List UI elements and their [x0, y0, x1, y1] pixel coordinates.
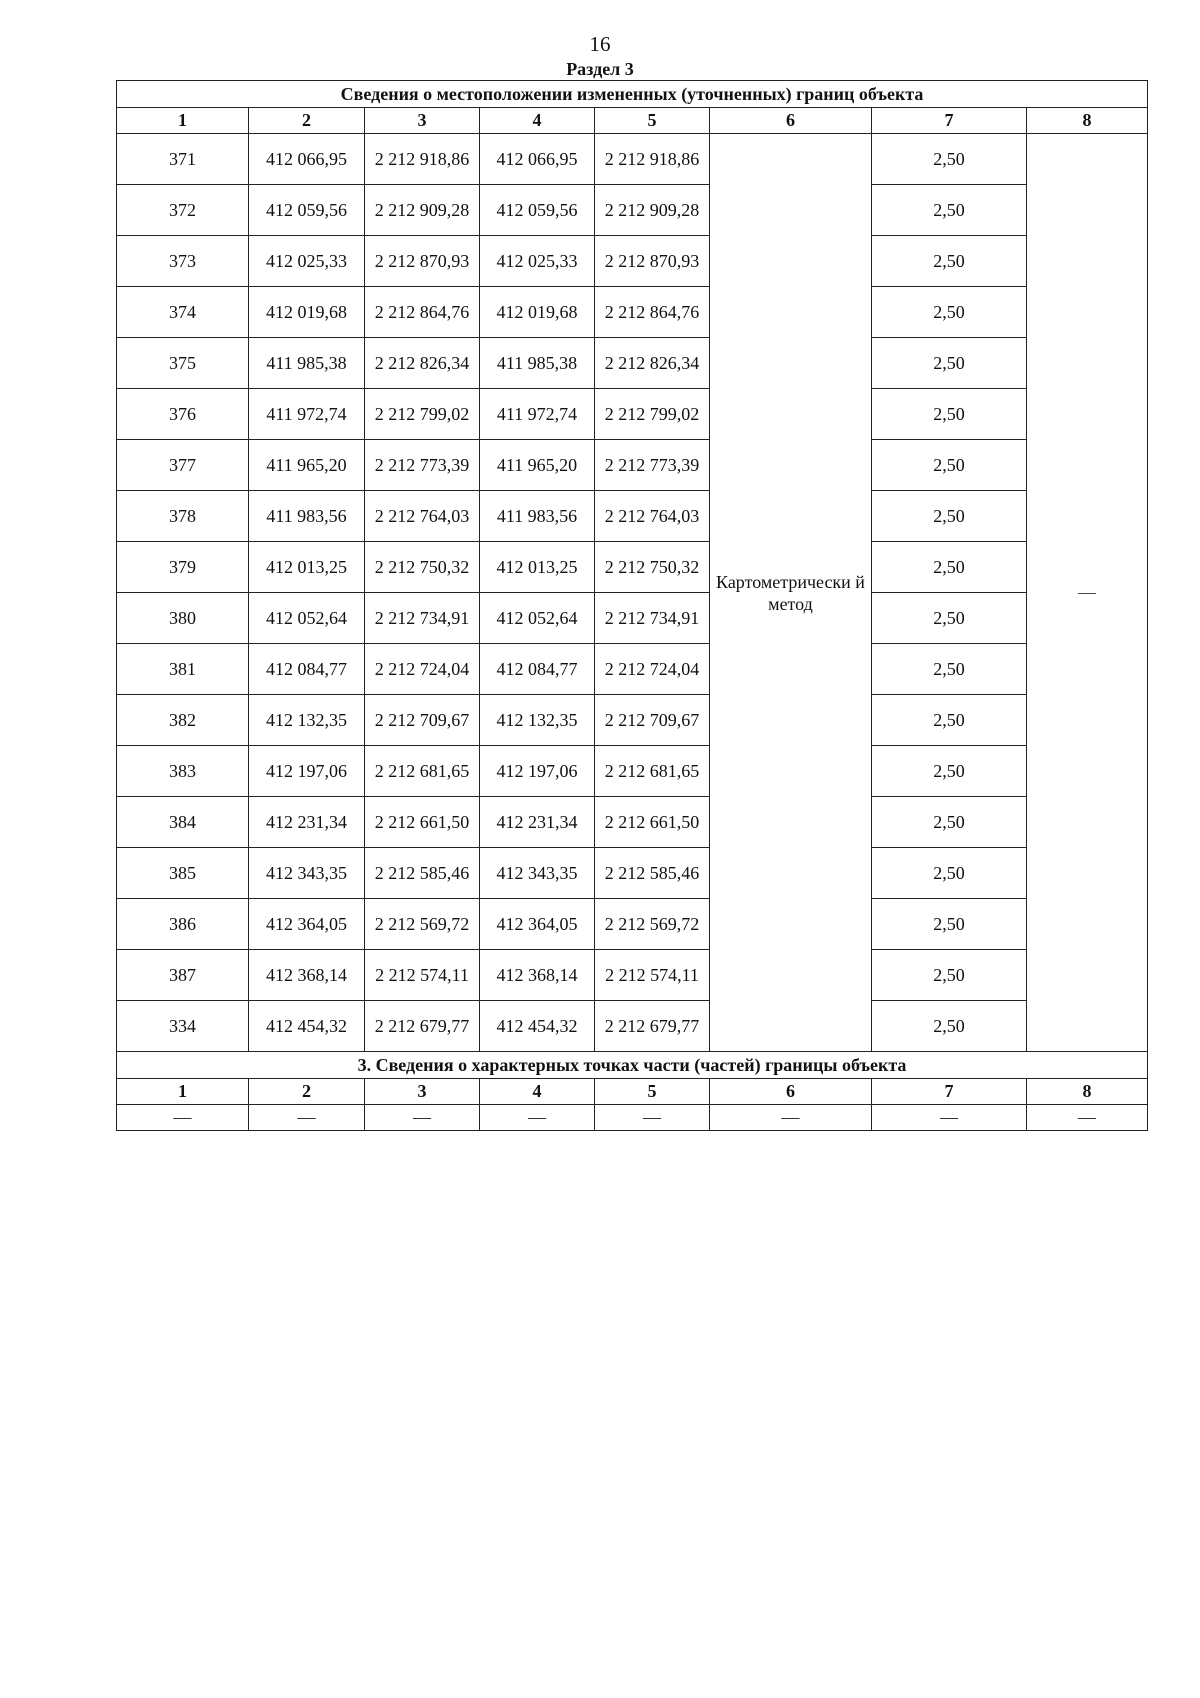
point-number-cell: 372: [117, 185, 249, 236]
accuracy-cell: 2,50: [872, 236, 1027, 287]
accuracy-cell: 2,50: [872, 491, 1027, 542]
y-new-cell: 2 212 724,04: [595, 644, 710, 695]
x-old-cell: 412 066,95: [249, 134, 365, 185]
y-new-cell: 2 212 569,72: [595, 899, 710, 950]
x-old-cell: 412 231,34: [249, 797, 365, 848]
table-row: [117, 848, 1148, 899]
point-number-cell: 381: [117, 644, 249, 695]
x-new-cell: 412 454,32: [480, 1001, 595, 1052]
empty-value-cell: —: [872, 1105, 1027, 1131]
y-old-cell: 2 212 681,65: [365, 746, 480, 797]
table2-column-number: 4: [480, 1079, 595, 1105]
point-number-cell: 375: [117, 338, 249, 389]
table-row: [117, 746, 1148, 797]
table2-column-number: 3: [365, 1079, 480, 1105]
table1-title-row: [117, 81, 1148, 108]
y-old-cell: 2 212 918,86: [365, 134, 480, 185]
accuracy-cell: 2,50: [872, 185, 1027, 236]
x-new-cell: 411 983,56: [480, 491, 595, 542]
x-new-cell: 412 059,56: [480, 185, 595, 236]
accuracy-cell: 2,50: [872, 593, 1027, 644]
table-row: [117, 542, 1148, 593]
y-new-cell: 2 212 870,93: [595, 236, 710, 287]
y-old-cell: 2 212 679,77: [365, 1001, 480, 1052]
note-cell: —: [1027, 134, 1148, 1052]
table1-column-number: 6: [710, 108, 872, 134]
x-new-cell: 412 132,35: [480, 695, 595, 746]
x-new-cell: 412 364,05: [480, 899, 595, 950]
accuracy-cell: 2,50: [872, 338, 1027, 389]
point-number-cell: 387: [117, 950, 249, 1001]
table2-title: 3. Сведения о характерных точках части (частей) границы объекта: [117, 1052, 1148, 1079]
x-new-cell: 412 013,25: [480, 542, 595, 593]
x-new-cell: 411 985,38: [480, 338, 595, 389]
y-old-cell: 2 212 909,28: [365, 185, 480, 236]
point-number-cell: 376: [117, 389, 249, 440]
table2-column-number: 5: [595, 1079, 710, 1105]
point-number-cell: 371: [117, 134, 249, 185]
y-new-cell: 2 212 681,65: [595, 746, 710, 797]
table2-title-row: [117, 1052, 1148, 1079]
x-new-cell: 412 084,77: [480, 644, 595, 695]
table1-column-number: 7: [872, 108, 1027, 134]
point-number-cell: 377: [117, 440, 249, 491]
point-number-cell: 374: [117, 287, 249, 338]
y-new-cell: 2 212 826,34: [595, 338, 710, 389]
accuracy-cell: 2,50: [872, 1001, 1027, 1052]
table-row: [117, 287, 1148, 338]
y-new-cell: 2 212 864,76: [595, 287, 710, 338]
y-new-cell: 2 212 909,28: [595, 185, 710, 236]
method-cell: Картометрически й метод: [710, 134, 872, 1052]
table-row: [117, 644, 1148, 695]
point-number-cell: 384: [117, 797, 249, 848]
empty-value-cell: —: [710, 1105, 872, 1131]
table1-column-number: 8: [1027, 108, 1148, 134]
point-number-cell: 379: [117, 542, 249, 593]
section-title: Раздел 3: [566, 59, 634, 79]
x-old-cell: 411 985,38: [249, 338, 365, 389]
x-old-cell: 412 132,35: [249, 695, 365, 746]
table-row: [117, 797, 1148, 848]
accuracy-cell: 2,50: [872, 134, 1027, 185]
accuracy-cell: 2,50: [872, 695, 1027, 746]
x-new-cell: 412 025,33: [480, 236, 595, 287]
empty-value-cell: —: [480, 1105, 595, 1131]
x-old-cell: 412 025,33: [249, 236, 365, 287]
table1-column-number: 3: [365, 108, 480, 134]
x-old-cell: 412 019,68: [249, 287, 365, 338]
x-new-cell: 412 052,64: [480, 593, 595, 644]
x-old-cell: 412 364,05: [249, 899, 365, 950]
x-old-cell: 412 368,14: [249, 950, 365, 1001]
empty-value-cell: —: [117, 1105, 249, 1131]
y-new-cell: 2 212 773,39: [595, 440, 710, 491]
table-row: [117, 950, 1148, 1001]
table1-column-number: 2: [249, 108, 365, 134]
table2-column-number: 2: [249, 1079, 365, 1105]
accuracy-cell: 2,50: [872, 287, 1027, 338]
x-old-cell: 411 983,56: [249, 491, 365, 542]
x-new-cell: 411 965,20: [480, 440, 595, 491]
accuracy-cell: 2,50: [872, 389, 1027, 440]
table-row: [117, 491, 1148, 542]
accuracy-cell: 2,50: [872, 440, 1027, 491]
y-old-cell: 2 212 724,04: [365, 644, 480, 695]
table-row: [117, 1001, 1148, 1052]
accuracy-cell: 2,50: [872, 644, 1027, 695]
x-old-cell: 411 972,74: [249, 389, 365, 440]
empty-value-cell: —: [249, 1105, 365, 1131]
table-row: [117, 695, 1148, 746]
x-new-cell: 412 368,14: [480, 950, 595, 1001]
table-row: [117, 134, 1148, 185]
table2-column-number: 6: [710, 1079, 872, 1105]
accuracy-cell: 2,50: [872, 950, 1027, 1001]
accuracy-cell: 2,50: [872, 746, 1027, 797]
table-row: [117, 1105, 1148, 1131]
y-new-cell: 2 212 709,67: [595, 695, 710, 746]
point-number-cell: 382: [117, 695, 249, 746]
x-old-cell: 412 343,35: [249, 848, 365, 899]
x-new-cell: 412 231,34: [480, 797, 595, 848]
table1-column-number: 5: [595, 108, 710, 134]
table-row: [117, 440, 1148, 491]
y-old-cell: 2 212 773,39: [365, 440, 480, 491]
table2-column-number: 1: [117, 1079, 249, 1105]
table2-column-number: 8: [1027, 1079, 1148, 1105]
x-new-cell: 412 019,68: [480, 287, 595, 338]
y-old-cell: 2 212 585,46: [365, 848, 480, 899]
point-number-cell: 380: [117, 593, 249, 644]
x-new-cell: 412 343,35: [480, 848, 595, 899]
page-number: 16: [589, 32, 611, 56]
point-number-cell: 383: [117, 746, 249, 797]
x-old-cell: 412 454,32: [249, 1001, 365, 1052]
table-row: [117, 236, 1148, 287]
y-new-cell: 2 212 679,77: [595, 1001, 710, 1052]
table1-column-number: 1: [117, 108, 249, 134]
accuracy-cell: 2,50: [872, 899, 1027, 950]
y-old-cell: 2 212 709,67: [365, 695, 480, 746]
table1-column-numbers: [117, 108, 1148, 134]
table2-column-number: 7: [872, 1079, 1027, 1105]
x-old-cell: 412 084,77: [249, 644, 365, 695]
y-old-cell: 2 212 826,34: [365, 338, 480, 389]
x-new-cell: 411 972,74: [480, 389, 595, 440]
y-new-cell: 2 212 764,03: [595, 491, 710, 542]
x-old-cell: 411 965,20: [249, 440, 365, 491]
y-old-cell: 2 212 864,76: [365, 287, 480, 338]
x-old-cell: 412 059,56: [249, 185, 365, 236]
y-new-cell: 2 212 661,50: [595, 797, 710, 848]
y-old-cell: 2 212 799,02: [365, 389, 480, 440]
accuracy-cell: 2,50: [872, 797, 1027, 848]
y-old-cell: 2 212 764,03: [365, 491, 480, 542]
table-row: [117, 338, 1148, 389]
y-new-cell: 2 212 799,02: [595, 389, 710, 440]
accuracy-cell: 2,50: [872, 848, 1027, 899]
point-number-cell: 385: [117, 848, 249, 899]
x-old-cell: 412 052,64: [249, 593, 365, 644]
table-row: [117, 185, 1148, 236]
table-row: [117, 899, 1148, 950]
point-number-cell: 373: [117, 236, 249, 287]
y-new-cell: 2 212 918,86: [595, 134, 710, 185]
point-number-cell: 334: [117, 1001, 249, 1052]
empty-value-cell: —: [1027, 1105, 1148, 1131]
empty-value-cell: —: [365, 1105, 480, 1131]
point-number-cell: 386: [117, 899, 249, 950]
x-new-cell: 412 066,95: [480, 134, 595, 185]
y-old-cell: 2 212 569,72: [365, 899, 480, 950]
y-new-cell: 2 212 734,91: [595, 593, 710, 644]
table-row: [117, 593, 1148, 644]
table-row: [117, 389, 1148, 440]
x-old-cell: 412 197,06: [249, 746, 365, 797]
table1-title: Сведения о местоположении измененных (уточненных) границ объекта: [117, 81, 1148, 108]
y-old-cell: 2 212 870,93: [365, 236, 480, 287]
x-old-cell: 412 013,25: [249, 542, 365, 593]
y-old-cell: 2 212 661,50: [365, 797, 480, 848]
y-new-cell: 2 212 585,46: [595, 848, 710, 899]
accuracy-cell: 2,50: [872, 542, 1027, 593]
y-new-cell: 2 212 750,32: [595, 542, 710, 593]
table2-column-numbers: [117, 1079, 1148, 1105]
empty-value-cell: —: [595, 1105, 710, 1131]
point-number-cell: 378: [117, 491, 249, 542]
table1-column-number: 4: [480, 108, 595, 134]
y-old-cell: 2 212 734,91: [365, 593, 480, 644]
y-new-cell: 2 212 574,11: [595, 950, 710, 1001]
boundary-table: [116, 80, 1148, 1131]
x-new-cell: 412 197,06: [480, 746, 595, 797]
y-old-cell: 2 212 574,11: [365, 950, 480, 1001]
y-old-cell: 2 212 750,32: [365, 542, 480, 593]
